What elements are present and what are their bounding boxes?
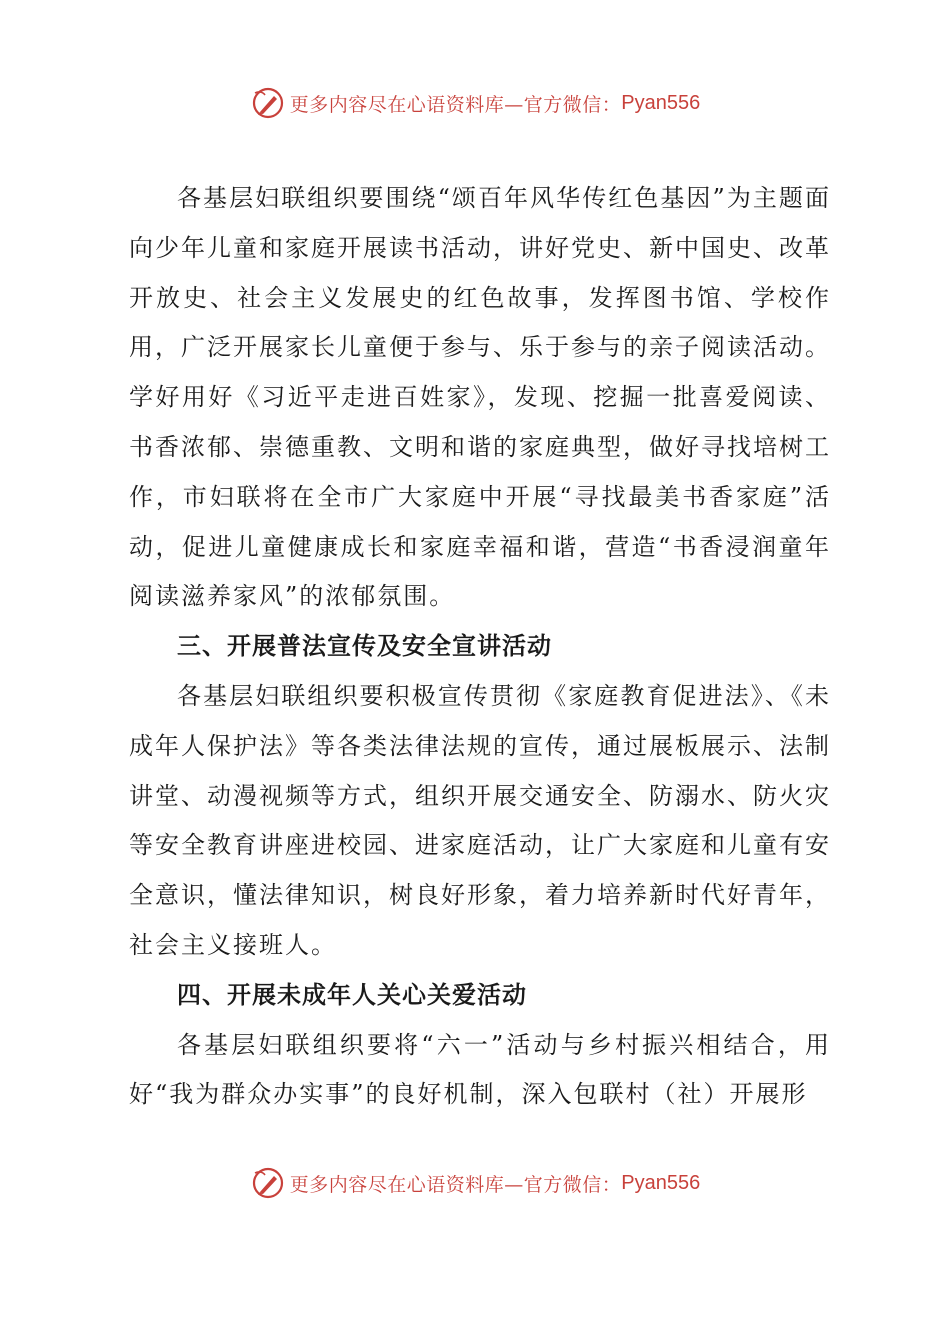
paragraph-minors-care: 各基层妇联组织要将“六一”活动与乡村振兴相结合，用好“我为群众办实事”的良好机制，深入包联村（社）开展形 xyxy=(129,1030,831,1109)
footer-banner xyxy=(0,1163,950,1203)
paragraph-legal-education: 各基层妇联组织要积极宣传贯彻《家庭教育促进法》、《未成年人保护法》等各类法律法规的宣传，通过展板展示、法制讲堂、动漫视频等方式，组织开展交通安全、防溺水、防火灾等安全教育讲座进校园、进家庭活动，让广大家庭和儿童有安全意识，懂法律知识，树良好形象，着力培养新时代好青年，社会主义接班人。 xyxy=(129,681,831,959)
header-banner-text: 更多内容尽在心语资料库—官方微信： xyxy=(289,93,622,116)
document-body xyxy=(129,174,831,1120)
footer-wechat-id: Pyan556 xyxy=(621,1171,701,1194)
pen-logo-icon xyxy=(250,85,286,121)
header-banner xyxy=(0,83,950,123)
header-wechat-id: Pyan556 xyxy=(621,91,701,114)
paragraph-reading-activity: 各基层妇联组织要围绕“颂百年风华传红色基因”为主题面向少年儿童和家庭开展读书活动，讲好党史、新中国史、改革开放史、社会主义发展史的红色故事，发挥图书馆、学校作用，广泛开展家长儿童便于参与、乐于参与的亲子阅读活动。学好用好《习近平走进百姓家》，发现、挖掘一批喜爱阅读、书香浓郁、崇德重教、文明和谐的家庭典型，做好寻找培树工作，市妇联将在全市广大家庭中开展“寻找最美书香家庭”活动，促进儿童健康成长和家庭幸福和谐，营造“书香浸润童年阅读滋养家风”的浓郁氛围。 xyxy=(129,184,831,611)
section-heading-4: 四、开展未成年人关心关爱活动 xyxy=(177,980,527,1009)
footer-banner-text: 更多内容尽在心语资料库—官方微信： xyxy=(289,1173,622,1196)
pen-logo-icon xyxy=(250,1165,286,1201)
section-heading-3: 三、开展普法宣传及安全宣讲活动 xyxy=(177,632,552,661)
